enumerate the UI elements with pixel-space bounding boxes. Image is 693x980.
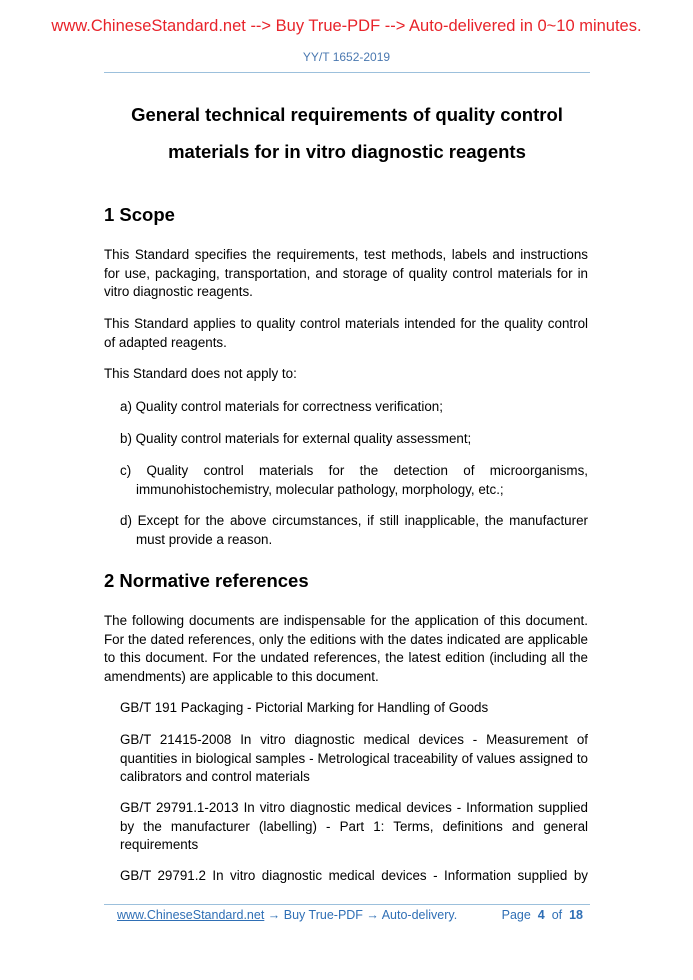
reference-item: GB/T 21415-2008 In vitro diagnostic medical devices - Measurement of quantities in biological samples - Metrological traceability of values assigned to calibrators and control materials [120, 732, 588, 784]
page-footer [117, 908, 583, 922]
page-total: 18 [569, 908, 583, 922]
header-divider [104, 72, 590, 73]
section-heading-normative-references: 2 Normative references [104, 570, 309, 591]
list-item: c) Quality control materials for the detection of microorganisms, immunohistochemistry, molecular pathology, morphology, etc.; [120, 463, 588, 497]
standard-code: YY/T 1652-2019 [302, 50, 391, 64]
footer-site-link[interactable]: www.ChineseStandard.net [117, 908, 265, 922]
page-indicator [502, 908, 583, 922]
paragraph: The following documents are indispensable for the application of this document. For the dated references, only the editions with the dates indicated are applicable to this document. For the undated references, the latest edition (including all the amendments) are applicable to this document. [104, 613, 588, 684]
footer-promo-text: → Buy True-PDF → Auto-delivery. [264, 908, 458, 922]
page-of-label: of [551, 908, 563, 922]
list-item: d) Except for the above circumstances, if still inapplicable, the manufacturer must provide a reason. [120, 513, 588, 547]
page-current: 4 [537, 908, 545, 922]
list-item: a) Quality control materials for correctness verification; [120, 399, 443, 414]
footer-promo [117, 908, 457, 922]
page-label: Page [501, 908, 531, 922]
footer-divider [104, 904, 590, 905]
section-heading-scope: 1 Scope [104, 204, 175, 225]
document-title-line-2: materials for in vitro diagnostic reagents [168, 141, 526, 162]
reference-item: GB/T 191 Packaging - Pictorial Marking for Handling of Goods [120, 700, 489, 715]
paragraph: This Standard specifies the requirements, test methods, labels and instructions for use, packaging, transportation, and storage of quality control materials for in vitro diagnostic reagents. [104, 247, 588, 299]
paragraph: This Standard does not apply to: [104, 366, 297, 381]
paragraph: This Standard applies to quality control materials intended for the quality control of adapted reagents. [104, 316, 588, 350]
document-title-line-1: General technical requirements of quality control [131, 104, 563, 125]
promo-banner[interactable]: www.ChineseStandard.net --> Buy True-PDF --> Auto-delivered in 0~10 minutes. [51, 17, 642, 35]
reference-item: GB/T 29791.1-2013 In vitro diagnostic medical devices - Information supplied by the manufacturer (labelling) - Part 1: Terms, definitions and general requirements [120, 800, 588, 852]
list-item: b) Quality control materials for external quality assessment; [120, 431, 472, 446]
reference-item: GB/T 29791.2 In vitro diagnostic medical devices - Information supplied by [120, 868, 588, 883]
